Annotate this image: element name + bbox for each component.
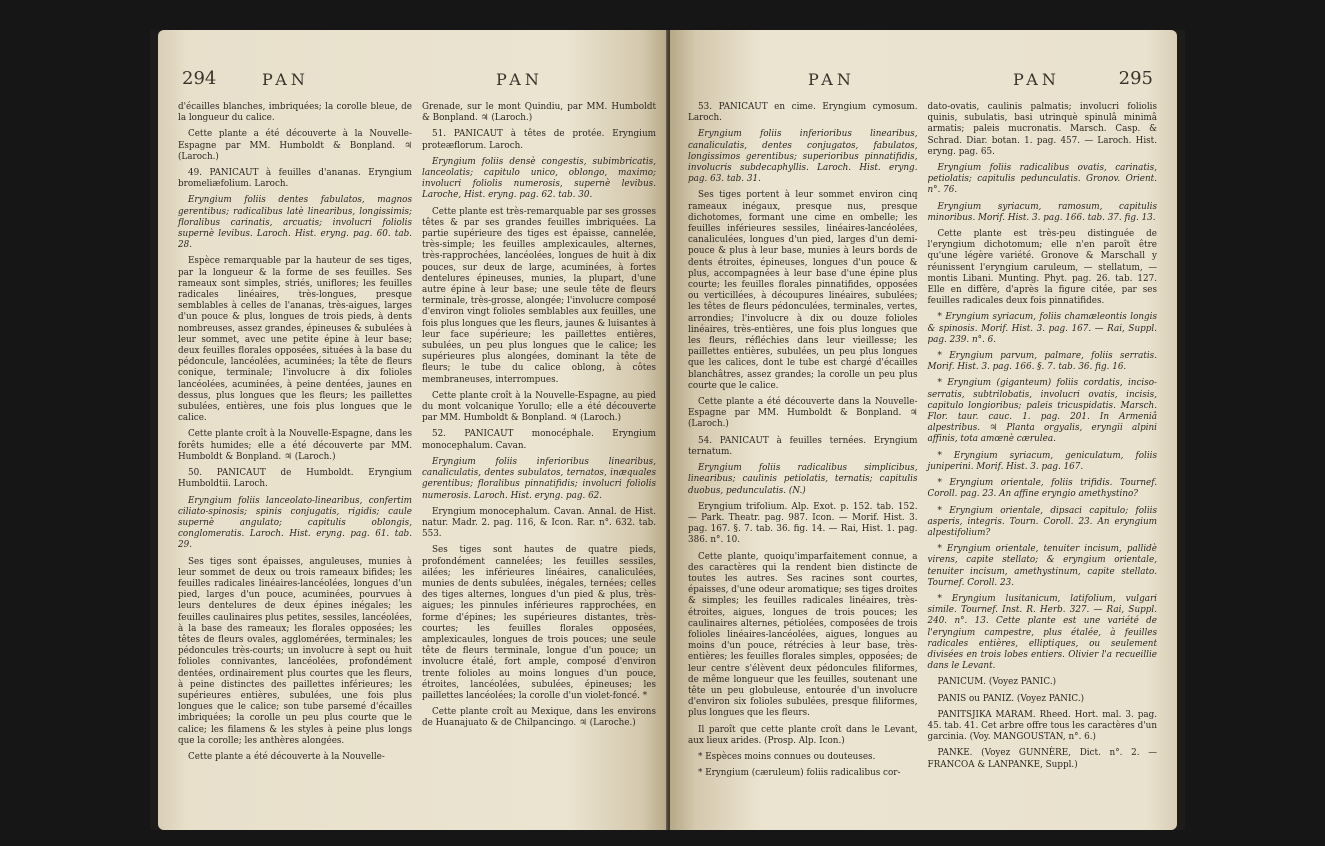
paragraph: Cette plante est très-remarquable par ses grosses têtes & par ses grandes feuilles imbriquées. La partie supérieure des tiges est épaisse, cannelée, très-simple; les feuilles amplexicaules, alternes, très-rapprochées, lancéolées, longues de huit à dix pouces, sur deux de large, acuminées, à fortes dentelures épineuses, munies, la plupart, d'une autre épine à leur base; une seule tête de fleurs terminale, très-grosse, alongée; l'involucre composé d'environ vingt folioles semblables aux feuilles, une fois plus longues que les fleurs, jaunes & luisantes à leur face supérieure; les paillettes entières, subulées, un peu plus longues que le calice; les supérieures plus alongées, dominant la tête de fleurs; le tube du calice oblong, à côtes membraneuses, interrompues.: [422, 206, 656, 385]
paragraph: Eryngium foliis inferioribus linearibus, canaliculatis, dentes conjugatos, fabulatos, longissimos gerentibus; superioribus pinnatifidis, involucris subdecaphyllis. Laroch. Hist. eryng. pag. 63. tab. 31.: [688, 129, 918, 185]
paragraph: * Eryngium syriacum, foliis chamæleontis longis & spinosis. Morif. Hist. 3. pag. 167. — Rai, Suppl. pag. 239. n°. 6.: [927, 312, 1157, 345]
paragraph: Eryngium syriacum, ramosum, capitulis minoribus. Morif. Hist. 3. pag. 166. tab. 37. fig. 13.: [927, 201, 1157, 223]
paragraph: Cette plante croît au Mexique, dans les environs de Huanajuato & de Chilpancingo. ♃ (Laroche.): [422, 707, 656, 729]
paragraph: PANIS ou PANIZ. (Voyez PANIC.): [937, 693, 1085, 704]
right-head-title-2: PAN: [1013, 70, 1060, 89]
paragraph: 52. PANICAUT monocéphale. Eryngium monocephalum. Cavan.: [422, 429, 656, 451]
right-column-2: [928, 102, 1158, 784]
paragraph: PANITSJIKA MARAM. Rheed. Hort. mal. 3. pag. 45. tab. 41. Cet arbre offre tous les caractères d'un garcinia. (Voy. MANGOUSTAN, n°. 6.): [927, 709, 1157, 743]
left-head-title-1: PAN: [262, 70, 309, 89]
paragraph: Grenade, sur le mont Quindiu, par MM. Humboldt & Bonpland. ♃ (Laroch.): [422, 102, 656, 124]
paragraph: * Eryngium (giganteum) foliis cordatis, inciso-serratis, subtrilobatis, involucri ovatis, incisis, capitulo longioribus; paleis tricuspidatis. Marsch. Flor. taur. cauc. 1. pag. 201. In Armeniâ alpestribus. ♃ Planta orgyalis, eryngii alpini affinis, tota amœnè cærulea.: [927, 378, 1157, 445]
paragraph: PANICUM. (Voyez PANIC.): [937, 677, 1057, 688]
paragraph: * Eryngium parvum, palmare, foliis serratis. Morif. Hist. 3. pag. 166. §. 7. tab. 36. fig. 16.: [927, 351, 1157, 373]
left-head-title-2: PAN: [496, 70, 543, 89]
paragraph: Cette plante, quoiqu'imparfaitement connue, a des caractères qui la rendent bien distincte de toutes les autres. Ses racines sont courtes, épaisses, d'une odeur aromatique; ses tiges droites & simples; les feuilles radicales linéaires, très-étroites, aigues, longues de trois pouces; les caulinaires alternes, pétiolées, composées de trois folioles linéaires-lancéolées, aigues, longues au moins d'un pouce, rétrécies à leur base, très-entières; les feuilles florales simples, opposées; de leur centre s'élèvent deux pédoncules filiformes, de même longueur que les feuilles, soutenant une tête un peu globuleuse, entourée d'un involucre d'environ six folioles subulées, presque filiformes, plus longues que les fleurs.: [688, 551, 918, 719]
paragraph: Ses tiges sont hautes de quatre pieds, profondément cannelées; les feuilles sessiles, ailées; les inférieures linéaires, canaliculées, munies de dents subulées, inégales, ternées; celles des tiges alternes, longues d'un pied & plus, très-aigues; les pinnules inférieures rapprochées, en forme d'épines; les supérieures distantes, très-courtes; les feuilles florales opposées, amplexicaules, longues de trois pouces; une seule tête de fleurs terminale, longue d'un pouce; un involucre étalé, fort ample, composé d'environ trente folioles au moins longues d'un pouce, étroites, lancéolées, subulées, épineuses; les paillettes lancéolées; la corolle d'un violet-foncé. *: [422, 545, 656, 701]
left-column-2: [422, 102, 656, 768]
left-column-1: [178, 102, 412, 768]
paragraph: Eryngium trifolium. Alp. Exot. p. 152. tab. 152. — Park. Theatr. pag. 987. Icon. — Morif. Hist. 3. pag. 167. §. 7. tab. 36. fig. 14. — Rai, Hist. 1. pag. 386. n°. 10.: [688, 501, 918, 546]
right-page-number: 295: [1118, 68, 1153, 89]
paragraph: * Espèces moins connues ou douteuses.: [698, 751, 876, 762]
paragraph: Cette plante est très-peu distinguée de l'eryngium dichotomum; elle n'en paroît être qu'une légère variété. Gronove & Marschall y réunissent l'eryngium caruleum, — stellatum, — montis Libani. Munting. Phyt. pag. 26. tab. 127. Elle en diffère, d'après la figure citée, par ses feuilles radicales deux fois pinnatifides.: [927, 229, 1157, 307]
paragraph: 53. PANICAUT en cime. Eryngium cymosum. Laroch.: [688, 102, 918, 124]
paragraph: Cette plante croît à la Nouvelle-Espagne, dans les forêts humides; elle a été découverte par MM. Humboldt & Bonpland. ♃ (Laroch.): [178, 429, 412, 462]
right-running-head: [688, 70, 1157, 96]
paragraph: PANKE. (Voyez GUNNÈRE, Dict. n°. 2. — FRANCOA & LANPANKE, Suppl.): [927, 748, 1157, 770]
paragraph: Eryngium foliis lanceolato-linearibus, confertim ciliato-spinosis; spinis conjugatis, rigidis; caule supernè angulato; capitulis oblongis, conglomeratis. Laroch. Hist. eryng. pag. 61. tab. 29.: [178, 495, 412, 551]
paragraph: Ses tiges portent à leur sommet environ cinq rameaux inégaux, presque nus, presque dichotomes, formant une cime en ombelle; les feuilles inférieures sessiles, linéaires-lancéolées, canaliculées, longues d'un pied, larges d'un demi-pouce & plus à leur base, munies à leurs bords de dents étroites, épineuses, longues d'un pouce & plus, accompagnées à leur base d'une épine plus courte; les feuilles florales pinnatifides, opposées ou verticillées, à découpures linéaires, subulées; les têtes de fleurs pédonculées, terminales, vertes, arrondies; l'involucre à dix ou douze folioles linéaires, très-entières, une fois plus longues que les fleurs, réfléchies dans leur vieillesse; les paillettes entières, subulées, un peu plus longues que les calices, dont le tube est chargé d'écailles blanchâtres, assez grandes; la corolle un peu plus courte que le calice.: [688, 190, 918, 391]
right-column-1: [688, 102, 918, 784]
paragraph: Cette plante a été découverte à la Nouvelle-Espagne par MM. Humboldt & Bonpland. ♃ (Laroch.): [178, 129, 412, 162]
paragraph: Cette plante a été découverte dans la Nouvelle-Espagne par MM. Humboldt & Bonpland. ♃ (Laroch.): [688, 397, 918, 430]
paragraph: Il paroît que cette plante croît dans le Levant, aux lieux arides. (Prosp. Alp. Icon.): [688, 724, 918, 746]
paragraph: Cette plante a été découverte à la Nouvelle-: [188, 751, 385, 762]
paragraph: Espèce remarquable par la hauteur de ses tiges, par la longueur & la forme de ses feuilles. Ses rameaux sont simples, striés, uniflores; les feuilles radicales linéaires, très-longues, presque semblables à celles de l'ananas, très-aigues, larges d'un pouce & plus, longues de trois pieds, à dents nombreuses, assez grandes, épineuses & subulées à leur sommet, avec une petite épine à leur base; deux feuilles florales opposées, situées à la base du pédoncule, lancéolées, acuminées; la tête de fleurs conique, terminale; l'involucre à dix folioles lancéolées, acuminées, à peine dentées, jaunes en dessus, plus longues que les fleurs; les paillettes subulées, entières, une fois plus longues que le calice.: [178, 256, 412, 424]
left-page-number: 294: [182, 68, 217, 89]
paragraph: 49. PANICAUT à feuilles d'ananas. Eryngium bromeliæfolium. Laroch.: [178, 168, 412, 190]
paragraph: d'écailles blanches, imbriquées; la corolle bleue, de la longueur du calice.: [178, 102, 412, 124]
paragraph: Eryngium foliis radicalibus simplicibus, linearibus; caulinis petiolatis, ternatis; capitulis duobus, pedunculatis. (N.): [688, 463, 918, 496]
paragraph: * Eryngium orientale, tenuiter incisum, pallidè virens, capite stellato; & eryngium orientale, tenuiter incisum, amethystinum, capite stellato. Tournef. Coroll. 23.: [927, 544, 1157, 588]
paragraph: * Eryngium orientale, dipsaci capitulo; foliis asperis, integris. Tourn. Coroll. 23. An eryngium alpestifolium?: [927, 505, 1157, 538]
paragraph: * Eryngium (cæruleum) foliis radicalibus cor-: [698, 768, 901, 779]
paragraph: * Eryngium orientale, foliis trifidis. Tournef. Coroll. pag. 23. An affine eryngio amethystino?: [927, 478, 1157, 500]
paragraph: Eryngium foliis densè congestis, subimbricatis, lanceolatis; capitulo unico, oblongo, maximo; involucri foliolis numerosis, supernè levibus. Laroche, Hist. eryng. pag. 62. tab. 30.: [422, 156, 656, 201]
paragraph: 51. PANICAUT à têtes de protée. Eryngium proteæflorum. Laroch.: [422, 129, 656, 151]
open-book: [150, 30, 1185, 830]
paragraph: Eryngium foliis dentes fabulatos, magnos gerentibus; radicalibus latè linearibus, longissimis; floralibus carinatis, arcuatis; involucri foliolis supernè levibus. Laroch. Hist. eryng. pag. 60. tab. 28.: [178, 195, 412, 251]
paragraph: Eryngium foliis radicalibus ovatis, carinatis, petiolatis; capitulis pedunculatis. Gronov. Orient. n°. 76.: [927, 163, 1157, 196]
paragraph: * Eryngium lusitanicum, latifolium, vulgari simile. Tournef. Inst. R. Herb. 327. — Rai, Suppl. 240. n°. 13. Cette plante est une variété de l'eryngium campestre, plus étalée, à feuilles radicales entières, elliptiques, ou seulement divisées en trois lobes entiers. Olivier l'a recueillie dans le Levant.: [927, 593, 1157, 672]
paragraph: dato-ovatis, caulinis palmatis; involucri foliolis quinis, subulatis, basi utrinquè spinulâ minimâ armatis; paleis mucronatis. Marsch. Casp. & Schrad. Diar. botan. 1. pag. 457. — Laroch. Hist. eryng. pag. 65.: [927, 102, 1157, 157]
paragraph: Ses tiges sont épaisses, anguleuses, munies à leur sommet de deux ou trois rameaux bifides; les feuilles radicales linéaires-lancéolées, longues d'un pied, larges d'un pouce, acuminées, pourvues à leurs dentelures de deux épines inégales; les feuilles caulinaires plus petites, sessiles, lancéolées, à la base des rameaux; les florales opposées; les têtes de fleurs ovales, agglomérées, terminales; les pédoncules très-courts; un involucre à sept ou huit folioles connivantes, lancéolées, profondément dentées, ordinairement plus courtes que les fleurs, à peine distinctes des paillettes inférieures; les supérieures entières, subulées, une fois plus longues que le calice; son tube parsemé d'écailles imbriquées; la corolle un peu plus courte que le calice; les filamens & les styles à peine plus longs que la corolle; les anthères alongées.: [178, 556, 412, 746]
paragraph: Eryngium foliis inferioribus linearibus, canaliculatis, dentes subulatos, ternatos, inæquales gerentibus; floralibus pinnatifidis; involucri foliolis numerosis. Laroch. Hist. eryng. pag. 62.: [422, 456, 656, 501]
right-page: [670, 30, 1177, 830]
left-page: [158, 30, 668, 830]
left-running-head: [178, 70, 656, 96]
paragraph: 54. PANICAUT à feuilles ternées. Eryngium ternatum.: [688, 435, 918, 457]
paragraph: 50. PANICAUT de Humboldt. Eryngium Humboldtii. Laroch.: [178, 468, 412, 490]
paragraph: * Eryngium syriacum, geniculatum, foliis juniperini. Morif. Hist. 3. pag. 167.: [927, 450, 1157, 472]
paragraph: Eryngium monocephalum. Cavan. Annal. de Hist. natur. Madr. 2. pag. 116, & Icon. Rar. n°. 632. tab. 553.: [422, 506, 656, 540]
paragraph: Cette plante croît à la Nouvelle-Espagne, au pied du mont volcanique Yorullo; elle a été découverte par MM. Humboldt & Bonpland. ♃ (Laroch.): [422, 390, 656, 424]
right-head-title-1: PAN: [808, 70, 855, 89]
